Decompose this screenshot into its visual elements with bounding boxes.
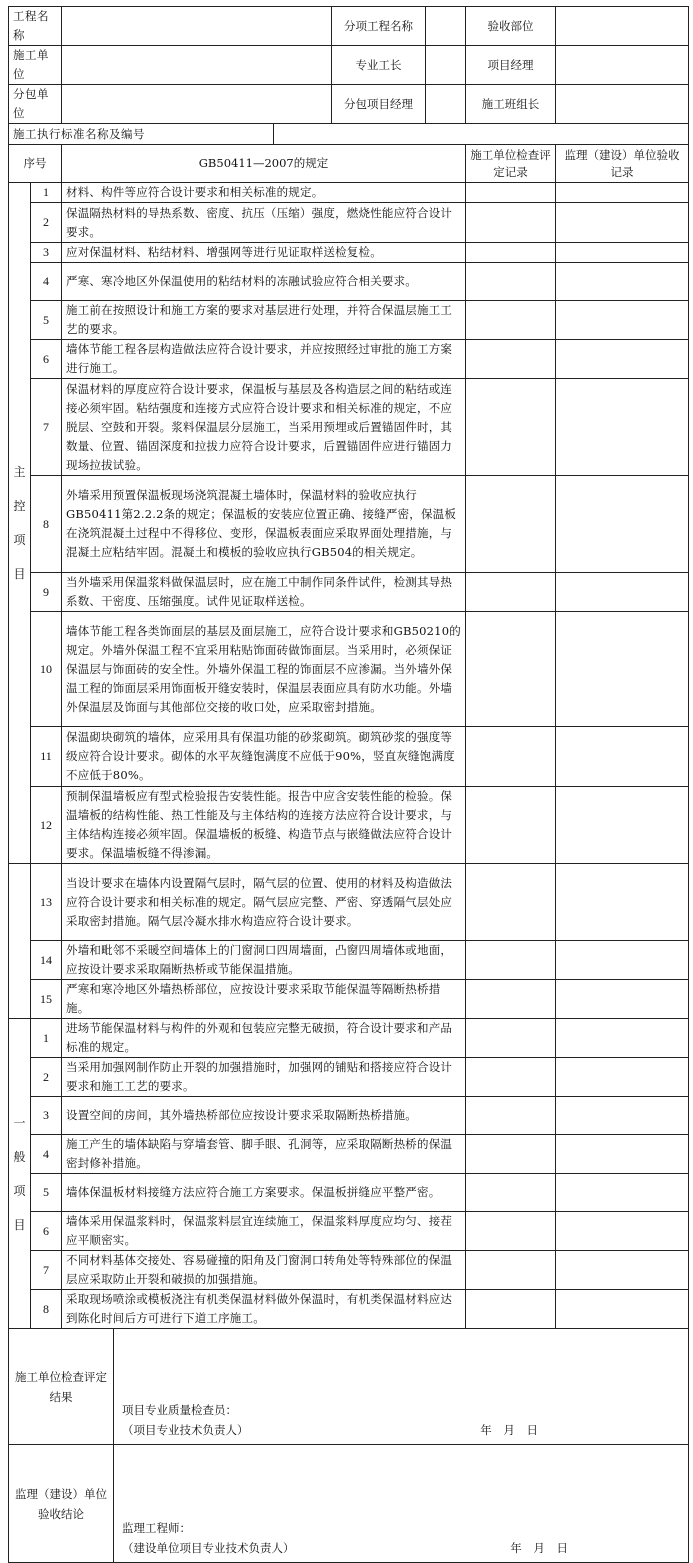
supervision-check-cell[interactable] [556, 573, 689, 612]
general-item-row [9, 1058, 689, 1097]
item-number: 13 [31, 864, 62, 941]
main-item-row [9, 243, 689, 263]
general-item-row [9, 1290, 689, 1329]
item-text: 严寒、寒冷地区外保温使用的粘结材料的冻融试验应符合相关要求。 [62, 263, 466, 301]
team-leader-label: 施工班组长 [466, 85, 556, 124]
supervision-check-cell[interactable] [556, 379, 689, 476]
supervision-check-cell[interactable] [556, 727, 689, 787]
item-number: 4 [31, 1135, 62, 1174]
general-item-row [9, 1135, 689, 1174]
general-item-row [9, 1174, 689, 1212]
main-items-continued-cell [9, 864, 31, 1019]
item-number: 9 [31, 573, 62, 612]
construction-check-cell[interactable] [466, 941, 556, 980]
main-item-row [9, 263, 689, 301]
subcontract-manager-value[interactable] [426, 85, 466, 124]
main-item-row [9, 727, 689, 787]
construction-check-cell[interactable] [466, 379, 556, 476]
item-text: 墙体保温板材料接缝方法应符合施工方案要求。保温板拼缝应平整严密。 [62, 1174, 466, 1212]
item-number: 1 [31, 1019, 62, 1058]
construction-unit-label: 施工单位 [9, 46, 62, 85]
header-row-1 [9, 7, 689, 46]
supervision-check-cell[interactable] [556, 1019, 689, 1058]
supervision-check-cell[interactable] [556, 1058, 689, 1097]
item-text: 墙体节能工程各类饰面层的基层及面层施工，应符合设计要求和GB50210的规定。外墙外保温工程不宜采用粘贴饰面砖做饰面层。当采用时，必须保证保温层与饰面砖的安全性。外墙外保温工程的饰面层不应渗漏。当外墙外保温工程的饰面层采用饰面板开缝安装时，保温层表面应具有防水功能。外墙外保温层及饰面与其他部位交接的收口处，应采取密封措施。 [62, 612, 466, 727]
construction-check-cell[interactable] [466, 340, 556, 379]
construction-check-cell[interactable] [466, 727, 556, 787]
construction-check-cell[interactable] [466, 183, 556, 203]
main-item-row [9, 183, 689, 203]
item-text: 当外墙采用保温浆料做保温层时，应在施工中制作同条件试件，检测其导热系数、干密度、压缩强度。试件见证取样送检。 [62, 573, 466, 612]
construction-check-cell[interactable] [466, 263, 556, 301]
construction-result-row [9, 1329, 689, 1445]
item-number: 2 [31, 203, 62, 243]
standard-label: 施工执行标准名称及编号 [9, 124, 274, 145]
item-number: 5 [31, 301, 62, 340]
supervision-check-cell[interactable] [556, 787, 689, 864]
project-manager-label: 项目经理 [466, 46, 556, 85]
supervision-check-cell[interactable] [556, 263, 689, 301]
construction-check-cell[interactable] [466, 1135, 556, 1174]
item-text: 不同材料基体交接处、容易碰撞的阳角及门窗洞口转角处等特殊部位的保温层应采取防止开裂和破损的加强措施。 [62, 1251, 466, 1290]
item-text: 保温材料的厚度应符合设计要求，保温板与基层及各构造层之间的粘结或连接必须牢固。粘结强度和连接方式应符合设计要求和相关标准的规定，不应脱层、空鼓和开裂。浆料保温层分层施工，当采用预埋或后置锚固件时，其数量、位置、锚固深度和拉拔力应符合设计要求，后置锚固件应进行锚固力现场拉拔试验。 [62, 379, 466, 476]
item-text: 施工前在按照设计和施工方案的要求对基层进行处理，并符合保温层施工工艺的要求。 [62, 301, 466, 340]
main-items-group-label: 主 控 项 目 [9, 183, 31, 864]
supervisor-label: 监理工程师： [122, 1521, 191, 1535]
subcontract-unit-label: 分包单位 [9, 85, 62, 124]
construction-check-cell[interactable] [466, 573, 556, 612]
qc-inspector-label: 项目专业质量检查员： [122, 1403, 237, 1417]
main-item-row [9, 612, 689, 727]
construction-check-cell[interactable] [466, 1251, 556, 1290]
item-number: 8 [31, 1290, 62, 1329]
construction-check-cell[interactable] [466, 1097, 556, 1135]
subcontract-unit-value[interactable] [62, 85, 332, 124]
item-text: 应对保温材料、粘结材料、增强网等进行见证取样送检复检。 [62, 243, 466, 263]
construction-check-cell[interactable] [466, 243, 556, 263]
project-name-label: 工程名称 [9, 7, 62, 46]
date-field: 年 月 日 [480, 1423, 538, 1437]
item-number: 3 [31, 243, 62, 263]
item-number: 12 [31, 787, 62, 864]
main-item-row [9, 476, 689, 573]
supervision-check-cell[interactable] [556, 340, 689, 379]
supervision-check-cell[interactable] [556, 1174, 689, 1212]
construction-check-cell[interactable] [466, 1174, 556, 1212]
construction-check-cell[interactable] [466, 1019, 556, 1058]
main-item-row [9, 787, 689, 864]
item-number: 15 [31, 980, 62, 1019]
general-item-row [9, 1251, 689, 1290]
main-item-row [9, 864, 689, 941]
construction-check-cell[interactable] [466, 301, 556, 340]
item-number: 8 [31, 476, 62, 573]
supervision-check-cell[interactable] [556, 203, 689, 243]
construction-check-header: 施工单位检查评定记录 [466, 145, 556, 183]
subcontract-manager-label: 分包项目经理 [332, 85, 426, 124]
construction-check-cell[interactable] [466, 1058, 556, 1097]
item-number: 5 [31, 1174, 62, 1212]
item-text: 预制保温墙板应有型式检验报告安装性能。报告中应含安装性能的检验。保温墙板的结构性能、热工性能及与主体结构的连接方法应符合设计要求，与主体结构连接必须牢固。保温墙板的板缝、构造节点与嵌缝做法应符合设计要求。保温墙板缝不得渗漏。 [62, 787, 466, 864]
regulation-header: GB50411—2007的规定 [62, 145, 466, 183]
project-name-value[interactable] [62, 7, 332, 46]
item-text: 严寒和寒冷地区外墙热桥部位，应按设计要求采取节能保温等隔断热桥措施。 [62, 980, 466, 1019]
general-items-group-label: 一 般 项 目 [9, 1019, 31, 1329]
acceptance-part-label: 验收部位 [466, 7, 556, 46]
professional-foreman-value[interactable] [426, 46, 466, 85]
item-text: 墙体采用保温浆料时，保温浆料层宜连续施工，保温浆料厚度应均匀、接茬应平顺密实。 [62, 1212, 466, 1251]
supervision-result-body[interactable] [114, 1445, 689, 1563]
supervision-check-cell[interactable] [556, 301, 689, 340]
supervision-check-cell[interactable] [556, 1212, 689, 1251]
construction-result-label: 施工单位检查评定结果 [9, 1329, 114, 1445]
construction-result-body[interactable] [114, 1329, 689, 1445]
item-text: 当设计要求在墙体内设置隔气层时，隔气层的位置、使用的材料及构造做法应符合设计要求和相关标准的规定。隔气层应完整、严密、穿透隔气层处应采取密封措施。隔气层冷凝水排水构造应符合设计要求。 [62, 864, 466, 941]
general-item-row [9, 1019, 689, 1058]
item-number: 11 [31, 727, 62, 787]
item-number: 6 [31, 340, 62, 379]
main-item-row [9, 379, 689, 476]
standard-row [9, 124, 689, 145]
sub-project-value[interactable] [426, 7, 466, 46]
main-item-row [9, 980, 689, 1019]
construction-check-cell[interactable] [466, 1212, 556, 1251]
seq-header: 序号 [9, 145, 62, 183]
sub-project-label: 分项工程名称 [332, 7, 426, 46]
item-text: 外墙采用预置保温板现场浇筑混凝土墙体时，保温材料的验收应执行GB50411第2.2.2条的规定；保温板的安装应位置正确、接缝严密，保温板在浇筑混凝土过程中不得移位、变形，保温板表面应采取界面处理措施，与混凝土应粘结牢固。混凝土和模板的验收应执行GB504的相关规定。 [62, 476, 466, 573]
construction-check-cell[interactable] [466, 476, 556, 573]
supervision-check-cell[interactable] [556, 980, 689, 1019]
supervision-check-header: 监理（建设）单位验收记录 [556, 145, 689, 183]
team-leader-value[interactable] [556, 85, 689, 124]
item-number: 10 [31, 612, 62, 727]
main-item-row [9, 340, 689, 379]
supervision-result-row [9, 1445, 689, 1563]
item-text: 采取现场喷涂或模板浇注有机类保温材料做外保温时，有机类保温材料应达到陈化时间后方可进行下道工序施工。 [62, 1290, 466, 1329]
inspection-table [8, 6, 689, 1563]
supervision-check-cell[interactable] [556, 1251, 689, 1290]
supervision-check-cell[interactable] [556, 612, 689, 727]
item-text: 设置空间的房间，其外墙热桥部位应按设计要求采取隔断热桥措施。 [62, 1097, 466, 1135]
construction-check-cell[interactable] [466, 787, 556, 864]
main-item-row [9, 203, 689, 243]
item-text: 外墙和毗邻不采暖空间墙体上的门窗洞口四周墙面，凸窗四周墙体或地面，应按设计要求采取隔断热桥或节能保温措施。 [62, 941, 466, 980]
general-item-row [9, 1097, 689, 1135]
construction-unit-value[interactable] [62, 46, 332, 85]
supervision-check-cell[interactable] [556, 183, 689, 203]
acceptance-part-value[interactable] [556, 7, 689, 46]
main-item-row [9, 573, 689, 612]
supervision-check-cell[interactable] [556, 243, 689, 263]
supervision-check-cell[interactable] [556, 1135, 689, 1174]
item-number: 4 [31, 263, 62, 301]
date-field: 年 月 日 [510, 1541, 568, 1555]
item-number: 3 [31, 1097, 62, 1135]
item-text: 材料、构件等应符合设计要求和相关标准的规定。 [62, 183, 466, 203]
item-text: 墙体节能工程各层构造做法应符合设计要求，并应按照经过审批的施工方案进行施工。 [62, 340, 466, 379]
supervision-check-cell[interactable] [556, 476, 689, 573]
item-number: 14 [31, 941, 62, 980]
column-header-row [9, 145, 689, 183]
header-row-3 [9, 85, 689, 124]
construction-check-cell[interactable] [466, 612, 556, 727]
general-item-row [9, 1212, 689, 1251]
supervision-check-cell[interactable] [556, 941, 689, 980]
header-row-2 [9, 46, 689, 85]
main-item-row [9, 941, 689, 980]
construction-check-cell[interactable] [466, 1290, 556, 1329]
supervision-result-label: 监理（建设）单位验收结论 [9, 1445, 114, 1563]
construction-check-cell[interactable] [466, 203, 556, 243]
construction-check-cell[interactable] [466, 980, 556, 1019]
item-number: 1 [31, 183, 62, 203]
item-text: 进场节能保温材料与构件的外观和包装应完整无破损，符合设计要求和产品标准的规定。 [62, 1019, 466, 1058]
item-text: 当采用加强网制作防止开裂的加强措施时，加强网的铺贴和搭接应符合设计要求和施工工艺的要求。 [62, 1058, 466, 1097]
project-manager-value[interactable] [556, 46, 689, 85]
tech-leader-label: （项目专业技术负责人） [122, 1423, 249, 1437]
professional-foreman-label: 专业工长 [332, 46, 426, 85]
main-item-row [9, 301, 689, 340]
supervision-check-cell[interactable] [556, 864, 689, 941]
supervision-check-cell[interactable] [556, 1290, 689, 1329]
item-number: 7 [31, 379, 62, 476]
item-number: 2 [31, 1058, 62, 1097]
item-text: 保温隔热材料的导热系数、密度、抗压（压缩）强度，燃烧性能应符合设计要求。 [62, 203, 466, 243]
item-text: 保温砌块砌筑的墙体，应采用具有保温功能的砂浆砌筑。砌筑砂浆的强度等级应符合设计要求。砌体的水平灰缝饱满度不应低于90%，竖直灰缝饱满度不应低于80%。 [62, 727, 466, 787]
item-number: 7 [31, 1251, 62, 1290]
item-number: 6 [31, 1212, 62, 1251]
owner-tech-leader-label: （建设单位项目专业技术负责人） [122, 1541, 295, 1555]
supervision-check-cell[interactable] [556, 1097, 689, 1135]
item-text: 施工产生的墙体缺陷与穿墙套管、脚手眼、孔洞等，应采取隔断热桥的保温密封修补措施。 [62, 1135, 466, 1174]
construction-check-cell[interactable] [466, 864, 556, 941]
standard-value[interactable] [274, 124, 689, 145]
